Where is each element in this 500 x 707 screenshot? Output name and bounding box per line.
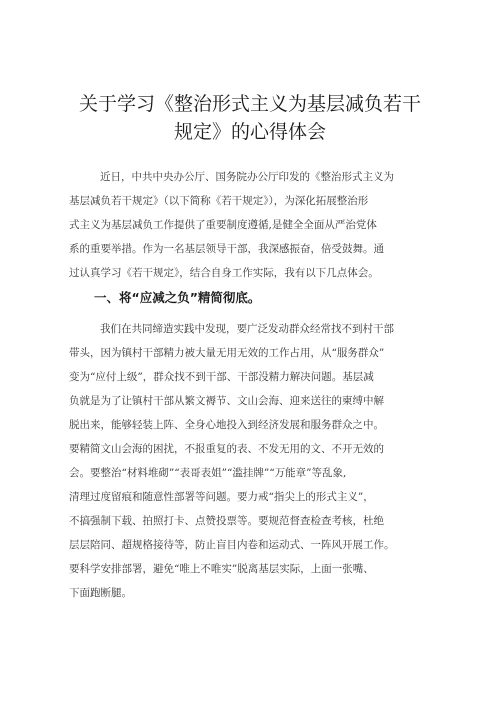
- section-paragraph-line: 会。要整治“材料堆砌”“表哥表姐”“滥挂牌”“万能章”等乱象,: [69, 467, 347, 479]
- document-title-line-2: 规定》的心得体会: [173, 121, 326, 143]
- section-heading: 一、将“应减之负”精简彻底。: [94, 290, 261, 305]
- section-paragraph-line: 脱出来，能够轻装上阵、全身心地投入到经济发展和服务群众之中。: [69, 419, 384, 431]
- section-paragraph-line: 清理过度留痕和随意性部署等问题。要力戒“指尖上的形式主义”，: [69, 491, 374, 503]
- intro-paragraph-line: 系的重要举措。作为一名基层领导干部，我深感振奋，倍受鼓舞。通: [69, 243, 384, 255]
- intro-paragraph-line: 近日，中共中央办公厅、国务院办公厅印发的《整治形式主义为: [100, 171, 394, 183]
- document-title-line-1: 关于学习《整治形式主义为基层减负若干: [78, 93, 421, 115]
- intro-paragraph-line: 基层减负若干规定》（以下简称《若干规定》），为深化拓展整治形: [69, 195, 369, 207]
- section-paragraph-line: 带头，因为镇村干部精力被大量无用无效的工作占用，从“服务群众”: [69, 347, 385, 359]
- section-paragraph-line: 变为“应付上级”，群众找不到干部、干部没精力解决问题。基层减: [69, 371, 374, 383]
- intro-paragraph-line: 式主义为基层减负工作提供了重要制度遵循,是健全全面从严治党体: [69, 219, 377, 231]
- section-paragraph-line: 下面跑断腿。: [69, 587, 132, 599]
- intro-paragraph-line: 过认真学习《若干规定》，结合自身工作实际，我有以下几点体会。: [69, 267, 379, 279]
- section-paragraph-line: 要精简文山会海的困扰，不报重复的表、不发无用的文、不开无效的: [69, 443, 384, 455]
- section-paragraph-line: 不搞强制下载、拍照打卡、点赞投票等。要规范督查检查考核，杜绝: [69, 515, 384, 527]
- section-paragraph-line: 负就是为了让镇村干部从繁文褥节、文山会海、迎来送往的柬缚中解: [69, 395, 384, 407]
- section-paragraph-line: 层层陪同、超规格接待等，防止盲目内卷和运动式、一阵风开展工作。: [69, 539, 395, 551]
- section-paragraph-line: 我们在共同缔造实践中发现，要广泛发动群众经常找不到村干部: [100, 323, 394, 335]
- section-paragraph-line: 要科学安排部署，避免“唯上不唯实”脱离基层实际，上面一张嘴、: [69, 563, 374, 575]
